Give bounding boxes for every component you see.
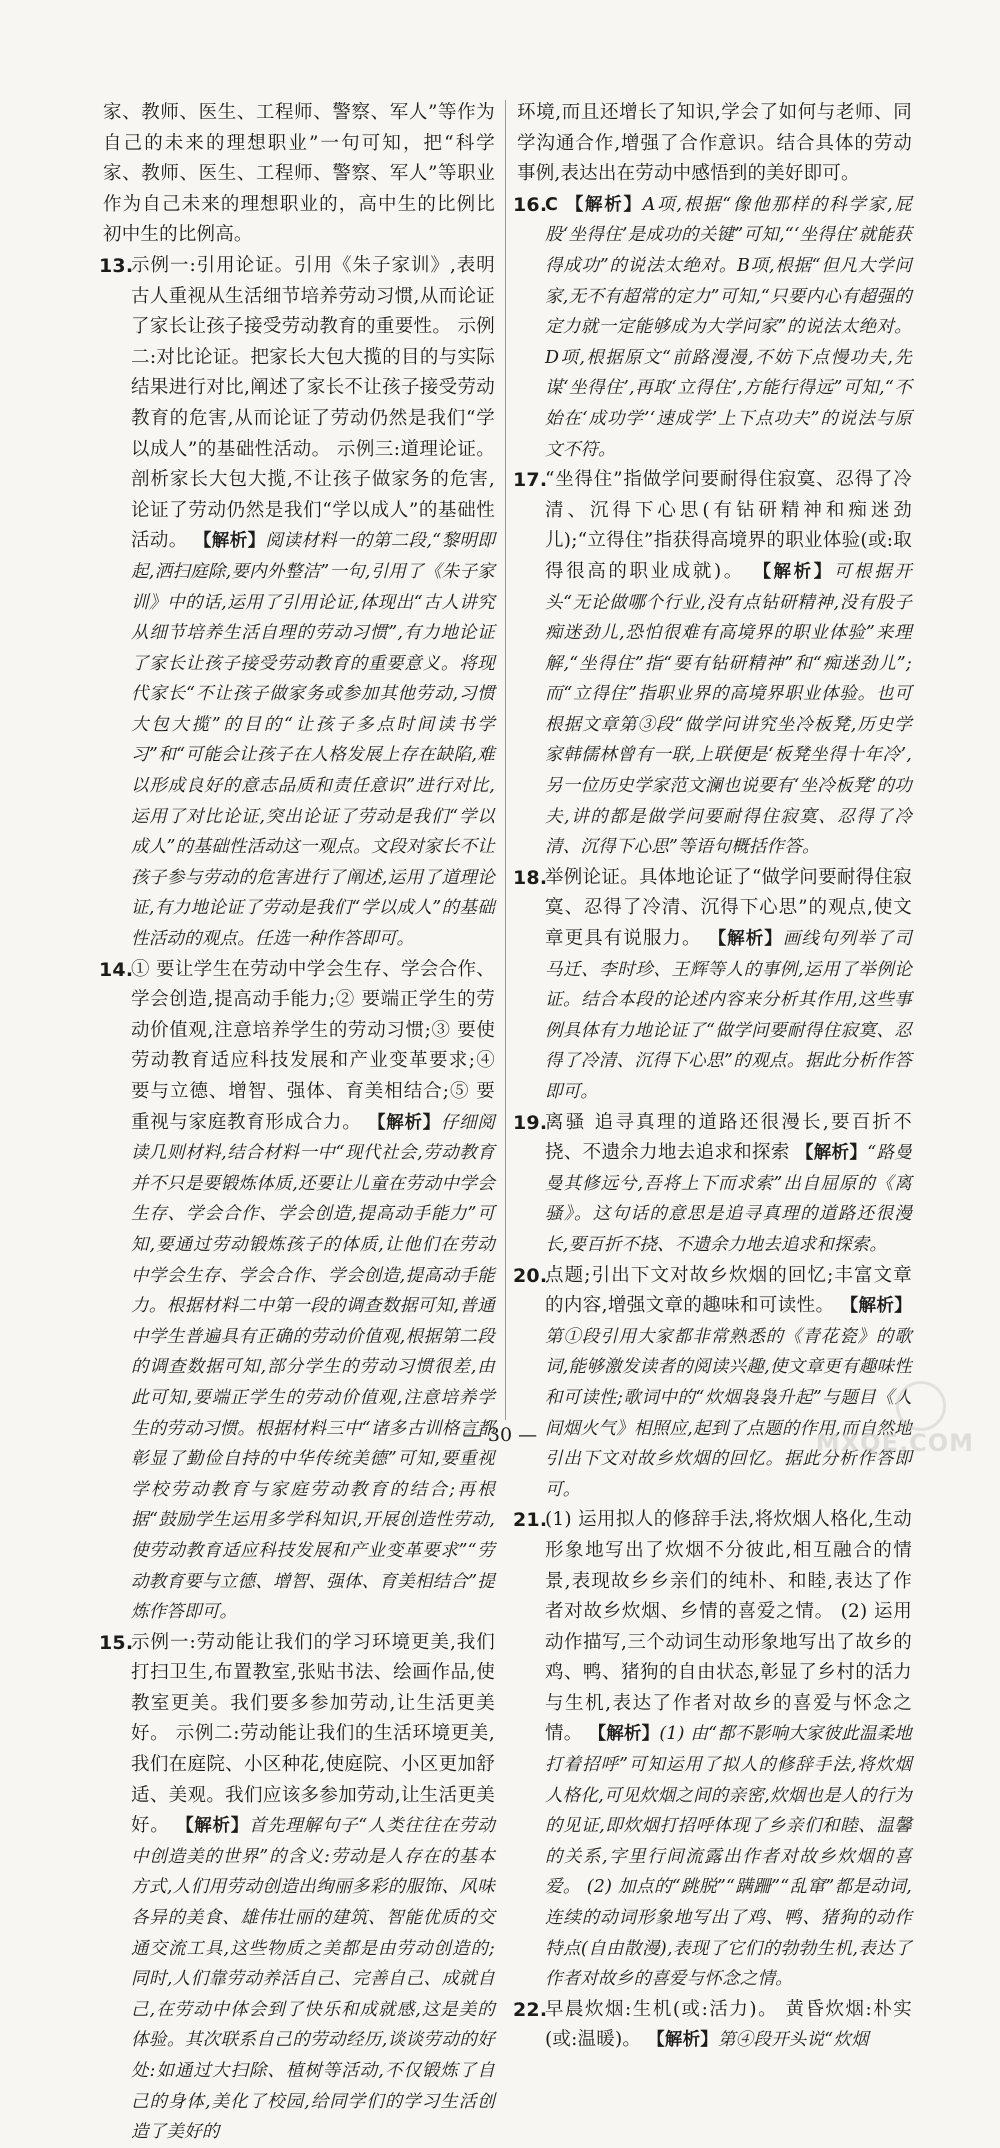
question-13: [99, 251, 495, 955]
question-21: [513, 1505, 913, 1995]
right-column: [513, 98, 913, 2056]
question-13-number: 13.: [99, 254, 134, 277]
question-14-number: 14.: [99, 958, 134, 981]
question-18-analysis-tag: 【解析】: [708, 929, 783, 950]
page-number: — 30 —: [462, 1424, 538, 1446]
question-13-answer: 示例一:引用论证。引用《朱子家训》,表明古人重视从生活细节培养劳动习惯,从而论证了家长让孩子接受劳动教育的重要性。 示例二:对比论证。把家长大包大揽的目的与实际结果进行对比,阐述了家长不让孩子接受劳动教育的危害,从而论证了劳动仍然是我们“学以成人”的基础性活动。 示例三:道理论证。剖析家长大包大揽,不让孩子做家务的危害,论证了劳动仍然是我们“学以成人”的基础性活动。: [131, 254, 495, 552]
question-21-number: 21.: [513, 1509, 548, 1532]
left-intro: 家、教师、医生、工程师、警察、军人”等作为自己的未来的理想职业”一句可知，把“科学家、教师、医生、工程师、警察、军人”等职业作为自己未来的理想职业的，高中生的比例比初中生的比例高。: [103, 102, 495, 246]
watermark: [815, 1401, 982, 1461]
question-19: [513, 1108, 912, 1261]
question-17-number: 17.: [513, 469, 548, 492]
left-column: [99, 98, 495, 2148]
question-14-explanation: 仔细阅读几则材料,结合材料一中“现代社会,劳动教育并不只是要锻炼体质,还要让儿童在劳动中学会生存、学会合作、学会创造,提高动手能力”可知,要通过劳动锻炼孩子的体质,让他们在劳动中学会生存、学会合作、学会创造,提高动手能力。根据材料二中第一段的调查数据可知,普通中学生普遍具有正确的劳动价值观,根据第二段的调查数据可知,部分学生的劳动习惯很差,由此可知,要端正学生的劳动价值观,注意培养学生的劳动习惯。根据材料三中“诸多古训格言都彰显了勤俭自持的中华传统美德”可知,要重视学校劳动教育与家庭劳动教育的结合;再根据“鼓励学生运用多学科知识,开展创造性劳动,使劳动教育适应科技发展和产业变革要求”“劳动教育要与立德、增智、强体、育美相结合”提炼作答即可。: [131, 1112, 495, 1623]
question-22-number: 22.: [513, 1998, 548, 2021]
question-15-explanation: 首先理解句子“人类往往在劳动中创造美的世界”的含义:劳动是人存在的基本方式,人们用劳动创造出绚丽多彩的服饰、风味各异的美食、雄伟壮丽的建筑、智能优质的交通交流工具,这些物质之美都是由劳动创造的;同时,人们靠劳动养活自己、完善自己、成就自己,在劳动中体会到了快乐和成就感,这是美的体验。其次联系自己的劳动经历,谈谈劳动的好处:如通过大扫除、植树等活动,不仅锻炼了自己的身体,美化了校园,给同学们的学习生活创造了美好的: [131, 1816, 495, 2143]
question-17: [513, 465, 912, 863]
question-21-answer: (1) 运用拟人的修辞手法,将炊烟人格化,生动形象地写出了炊烟不分彼此,相互融合的情景,表现故乡乡亲们的纯朴、和睦,表达了作者对故乡炊烟、乡情的喜爱之情。 (2) 运用动作描写,三个动词生动形象地写出了故乡的鸡、鸭、猪狗的自由状态,彰显了乡村的活力与生机,表达了作者对故乡的喜爱与怀念之情。: [545, 1509, 912, 1745]
question-16-answer: C: [545, 194, 559, 215]
question-22: [513, 1995, 912, 2056]
question-13-analysis-tag: 【解析】: [193, 531, 266, 552]
question-16-analysis-tag: 【解析】: [565, 194, 643, 215]
question-14-analysis-tag: 【解析】: [368, 1112, 441, 1133]
question-20-analysis-tag: 【解析】: [840, 1296, 912, 1317]
question-14-answer: ① 要让学生在劳动中学会生存、学会合作、学会创造,提高动手能力;② 要端正学生的劳动价值观,注意培养学生的劳动习惯;③ 要使劳动教育适应科技发展和产业变革要求;④ 要与立德、增智、强体、育美相结合;⑤ 要重视与家庭教育形成合力。: [131, 958, 495, 1133]
question-21-analysis-tag: 【解析】: [588, 1724, 660, 1745]
question-16: [513, 190, 912, 465]
right-intro: 环境,而且还增长了知识,学会了如何与老师、同学沟通合作,增强了合作意识。结合具体的劳动事例,表达出在劳动中感悟到的美好即可。: [517, 102, 912, 185]
question-19-answer: 离骚 追寻真理的道路还很漫长,要百折不挠、不遗余力地去追求和探索: [545, 1111, 912, 1164]
question-15: [99, 1628, 495, 2148]
question-17-analysis-tag: 【解析】: [753, 561, 834, 582]
question-19-analysis-tag: 【解析】: [795, 1143, 868, 1164]
question-18: [513, 863, 912, 1108]
question-19-explanation: “路曼曼其修远兮,吾将上下而求索”出自屈原的《离骚》。这句话的意思是追寻真理的道路还很漫长,要百折不挠、不遗余力地去追求和探索。: [545, 1143, 912, 1255]
question-15-analysis-tag: 【解析】: [176, 1816, 249, 1837]
question-18-answer: 举例论证。具体地论证了“做学问要耐得住寂寞、忍得了冷清、沉得下心思”的观点,使文章更具有说服力。: [545, 866, 912, 950]
question-22-analysis-tag: 【解析】: [647, 2030, 718, 2051]
question-19-number: 19.: [513, 1111, 548, 1134]
question-22-explanation: 第④段开头说“炊烟: [717, 2030, 869, 2051]
question-22-answer: 早晨炊烟:生机(或:活力)。 黄昏炊烟:朴实(或:温暖)。: [545, 1998, 912, 2051]
question-20: [513, 1261, 912, 1506]
question-20-explanation: 第①段引用大家都非常熟悉的《青花瓷》的歌词,能够激发读者的阅读兴趣,使文章更有趣味性和可读性;歌词中的“炊烟袅袅升起”与题目《人间烟火气》相照应,起到了点题的作用,而自然地引出下文对故乡炊烟的回忆。据此分析作答即可。: [545, 1326, 912, 1500]
watermark-logo-icon: [896, 1381, 946, 1431]
question-20-number: 20.: [513, 1264, 548, 1287]
question-17-answer: “坐得住”指做学问要耐得住寂寞、忍得了冷清、沉得下心思(有钻研精神和痴迷劲儿);“立得住”指获得高境界的职业体验(或:取得很高的职业成就)。: [545, 469, 912, 582]
question-18-number: 18.: [513, 866, 548, 889]
question-16-explanation: A项,根据“像他那样的科学家,屁股‘坐得住’是成功的关键”可知,“‘坐得住’就能获得成功”的说法太绝对。B项,根据“但凡大学问家,无不有超常的定力”可知,“只要内心有超强的定力就一定能够成为大学问家”的说法太绝对。D项,根据原文“前路漫漫,不妨下点慢功夫,先谋‘坐得住’,再取‘立得住’,方能行得远”可知,“不始在‘成功学’‘速成学’上下点功夫”的说法与原文不符。: [545, 194, 912, 460]
question-17-explanation: 可根据开头“无论做哪个行业,没有点钻研精神,没有股子痴迷劲儿,恐怕很难有高境界的职业体验”来理解,“坐得住”指“要有钻研精神”和“痴迷劲儿”;而“立得住”指职业界的高境界职业体验。也可根据文章第③段“做学问讲究坐冷板凳,历史学家韩儒林曾有一联,上联便是‘板凳坐得十年冷’,另一位历史学家范文澜也说要有‘坐冷板凳’的功夫,讲的都是做学问要耐得住寂寞、忍得了冷清、沉得下心思”等语句概括作答。: [545, 561, 912, 858]
question-20-answer: 点题;引出下文对故乡炊烟的回忆;丰富文章的内容,增强文章的趣味和可读性。: [545, 1264, 912, 1317]
question-16-number: 16.: [513, 193, 548, 216]
column-divider: [505, 100, 506, 1420]
question-13-explanation: 阅读材料一的第二段,“黎明即起,洒扫庭除,要内外整洁”一句,引用了《朱子家训》中的话,运用了引用论证,体现出“古人讲究从细节培养生活自理的劳动习惯”,有力地论证了家长让孩子接受劳动教育的重要意义。将现代家长“不让孩子做家务或参加其他劳动,习惯大包大揽”的目的“让孩子多点时间读书学习”和“可能会让孩子在人格发展上存在缺陷,难以形成良好的意志品质和责任意识”进行对比,运用了对比论证,突出论证了劳动是我们“学以成人”的基础性活动这一观点。文段对家长不让孩子参与劳动的危害进行了阐述,运用了道理论证,有力地论证了劳动是我们“学以成人”的基础性活动的观点。任选一种作答即可。: [131, 531, 495, 950]
question-15-number: 15.: [99, 1631, 134, 1654]
question-15-answer: 示例一:劳动能让我们的学习环境更美,我们打扫卫生,布置教室,张贴书法、绘画作品,使教室更美。我们要多参加劳动,让生活更美好。 示例二:劳动能让我们的生活环境更美,我们在庭院、小区种花,使庭院、小区更加舒适、美观。我们应该多参加劳动,让生活更美好。: [131, 1631, 495, 1837]
question-18-explanation: 画线句列举了司马迁、李时珍、王辉等人的事例,运用了举例论证。结合本段的论述内容来分析其作用,这些事例具体有力地论证了“做学问要耐得住寂寞、忍得了冷清、沉得下心思”的观点。据此分析作答即可。: [545, 929, 912, 1102]
question-21-explanation: (1) 由“都不影响大家彼此温柔地打着招呼”可知运用了拟人的修辞手法,将炊烟人格化,可见炊烟之间的亲密,炊烟也是人的行为的见证,即炊烟打招呼体现了乡亲们和睦、温馨的关系,字里行间流露出作者对故乡炊烟的喜爱。 (2) 加点的“跳脱”“蹒跚”“乱窜”都是动词,连续的动词形象地写出了鸡、鸭、猪狗的动作特点(自由散漫),表现了它们的勃勃生机,表达了作者对故乡的喜爱与怀念之情。: [545, 1724, 913, 1990]
watermark-text: MXQE.COM: [815, 1429, 974, 1457]
question-14: [99, 955, 495, 1628]
